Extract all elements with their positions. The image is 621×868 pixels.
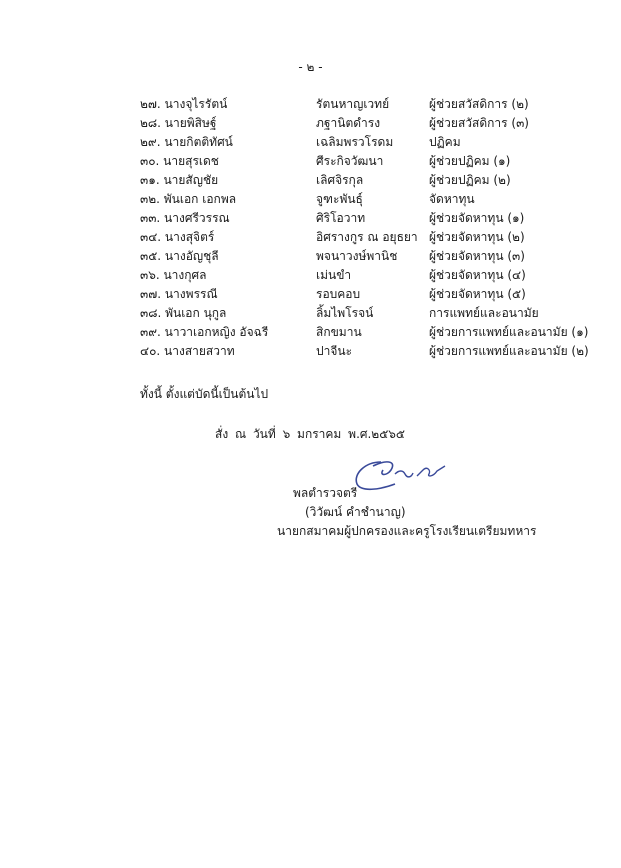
effective-statement: ทั้งนี้ ตั้งแต่บัดนี้เป็นต้นไป [140, 387, 269, 401]
member-role: ผู้ช่วยการแพทย์และอนามัย (๑) [429, 325, 589, 339]
signatory-name: (วิวัฒน์ คำชำนาญ) [305, 505, 406, 519]
member-row [0, 285, 621, 304]
member-surname: เฉลิมพรวโรดม [316, 135, 394, 149]
page-number: - ๒ - [298, 60, 323, 74]
member-surname: ศิริโอวาท [316, 211, 366, 225]
member-surname: สิกขมาน [316, 325, 362, 339]
member-name: ๓๗. นางพรรณี [140, 287, 218, 301]
member-surname: ศีระกิจวัฒนา [316, 154, 384, 168]
member-role: ผู้ช่วยจัดหาทุน (๕) [429, 287, 526, 301]
member-role: ผู้ช่วยสวัสดิการ (๓) [429, 116, 529, 130]
signatory-rank: พลตำรวจตรี [293, 486, 358, 500]
member-role: การแพทย์และอนามัย [429, 306, 539, 320]
member-name: ๓๖. นางกุศล [140, 268, 207, 282]
member-row [0, 228, 621, 247]
signatory-position: นายกสมาคมผู้ปกครองและครูโรงเรียนเตรียมทหาร [277, 524, 537, 538]
member-name: ๓๑. นายสัญชัย [140, 173, 219, 187]
member-role: ผู้ช่วยจัดหาทุน (๔) [429, 268, 526, 282]
member-surname: ปาจีนะ [316, 344, 353, 358]
member-role: ผู้ช่วยจัดหาทุน (๓) [429, 249, 525, 263]
member-name: ๓๒. พันเอก เอกพล [140, 192, 237, 206]
member-name: ๓๔. นางสุจิตร์ [140, 230, 215, 244]
member-role: ปฏิคม [429, 135, 461, 149]
member-role: ผู้ช่วยการแพทย์และอนามัย (๒) [429, 344, 589, 358]
member-row [0, 342, 621, 361]
member-role: ผู้ช่วยจัดหาทุน (๑) [429, 211, 525, 225]
member-row [0, 266, 621, 285]
member-surname: รอบคอบ [316, 287, 361, 301]
member-row [0, 304, 621, 323]
member-surname: รัตนหาญเวทย์ [316, 97, 390, 111]
member-row [0, 133, 621, 152]
member-row [0, 114, 621, 133]
member-name: ๓๐. นายสุรเดช [140, 154, 219, 168]
member-surname: ลิ้มไพโรจน์ [316, 306, 374, 320]
member-surname: ภฐานิตดำรง [316, 116, 381, 130]
member-role: จัดหาทุน [429, 192, 475, 206]
member-row [0, 247, 621, 266]
member-name: ๒๗. นางจุไรรัตน์ [140, 97, 228, 111]
member-row [0, 95, 621, 114]
member-surname: พจนาวงษ์พานิช [316, 249, 398, 263]
member-surname: อิศรางกูร ณ อยุธยา [316, 230, 418, 244]
member-name: ๒๙. นายกิตติทัศน์ [140, 135, 233, 149]
member-name: ๓๙. นาวาเอกหญิง อัจฉรี [140, 325, 269, 339]
member-row [0, 209, 621, 228]
order-date: สั่ง ณ วันที่ ๖ มกราคม พ.ศ.๒๕๖๕ [215, 427, 406, 441]
member-row [0, 171, 621, 190]
handwritten-signature [351, 456, 466, 496]
member-name: ๓๓. นางศรีวรรณ [140, 211, 230, 225]
member-surname: เม่นขำ [316, 268, 352, 282]
member-row [0, 323, 621, 342]
member-role: ผู้ช่วยปฏิคม (๑) [429, 154, 511, 168]
member-role: ผู้ช่วยสวัสดิการ (๒) [429, 97, 529, 111]
member-row [0, 152, 621, 171]
member-name: ๒๘. นายพิสิษฐ์ [140, 116, 217, 130]
member-name: ๔๐. นางสายสวาท [140, 344, 235, 358]
member-surname: จูฑะพันธุ์ [316, 192, 363, 206]
member-name: ๓๕. นางอัญชุลี [140, 249, 219, 263]
member-row [0, 190, 621, 209]
member-role: ผู้ช่วยจัดหาทุน (๒) [429, 230, 525, 244]
member-role: ผู้ช่วยปฏิคม (๒) [429, 173, 511, 187]
member-surname: เลิศจิรกุล [316, 173, 364, 187]
member-name: ๓๘. พันเอก นุกูล [140, 306, 227, 320]
